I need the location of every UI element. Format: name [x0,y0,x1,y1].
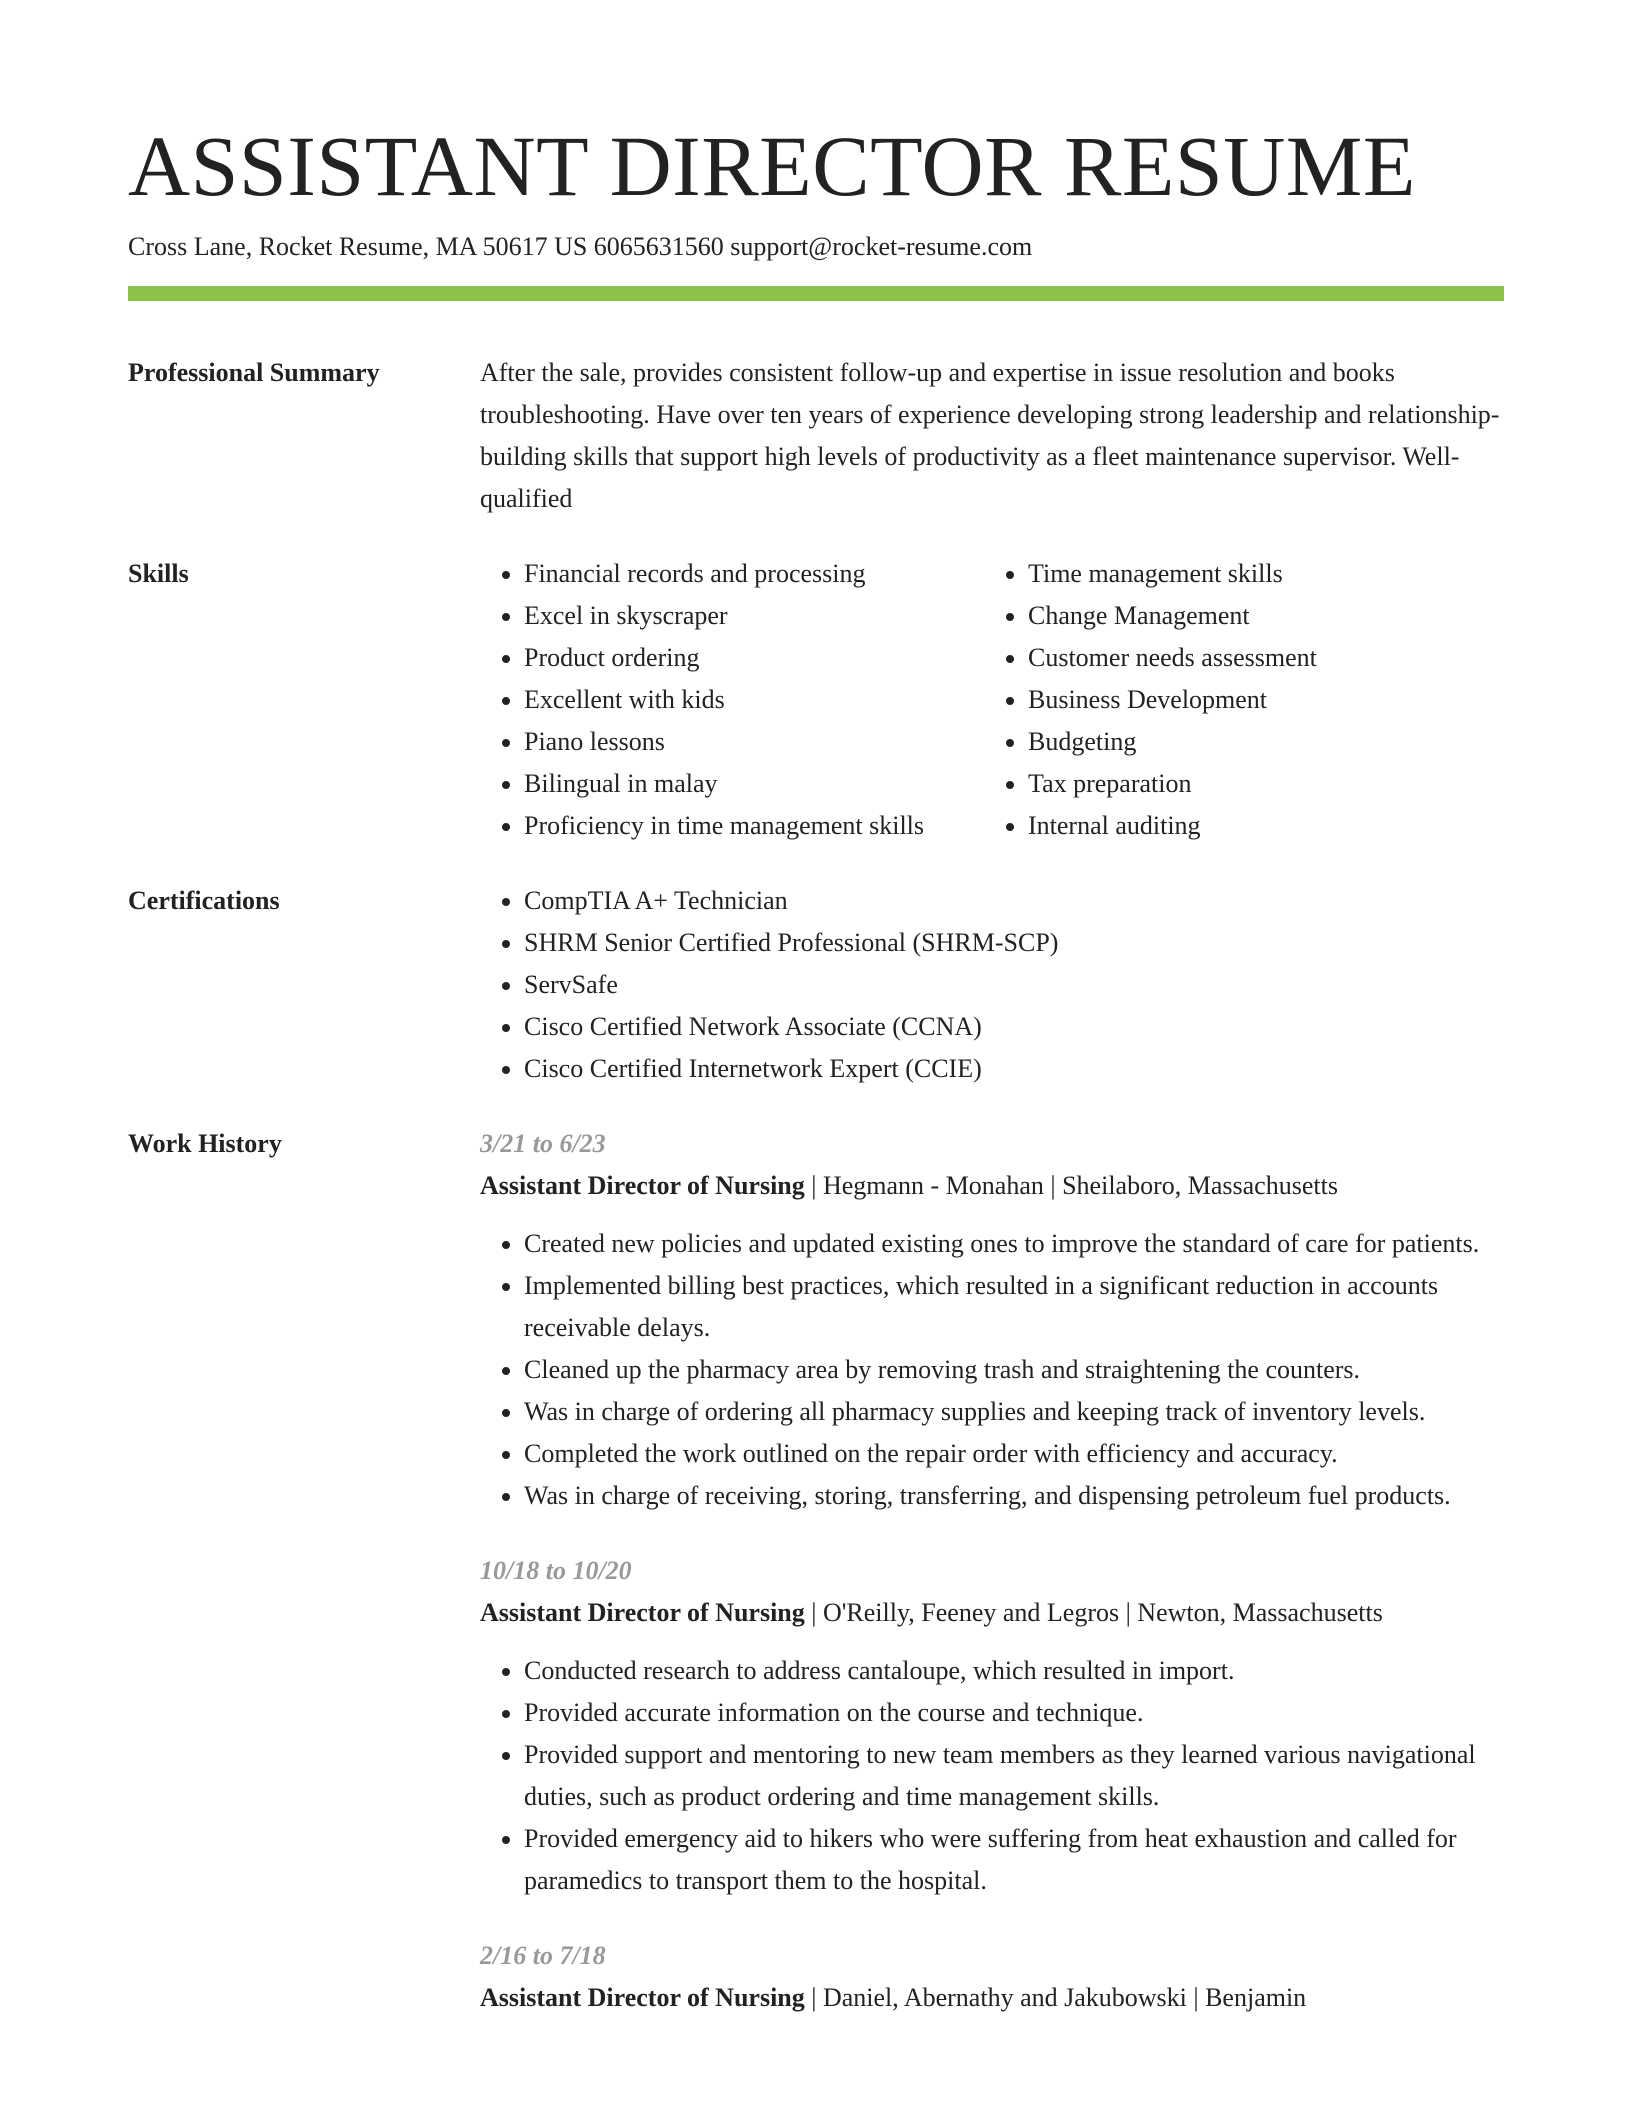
summary-text: After the sale, provides consistent follow-up and expertise in issue resolution and books troubleshooting. Have over ten years of experience developing strong leadership and relationship-building skills that support high levels of productivity as a fleet maintenance supervisor. Well-qualified [480,358,1500,513]
skill-item: • Proficiency in time management skills [524,805,984,847]
job-duties-list [480,1223,1504,1517]
skill-item: • Excel in skyscraper [524,595,984,637]
job-entry [480,1550,1504,1902]
certifications-section [128,880,1504,1090]
skill-item: • Internal auditing [1028,805,1384,847]
certification-item: • Cisco Certified Internetwork Expert (CCIE) [524,1048,1504,1090]
resume-title: ASSISTANT DIRECTOR RESUME [128,118,1416,214]
certifications-heading: Certifications [128,886,280,915]
job-details: | Hegmann - Monahan | Sheilaboro, Massachusetts [804,1171,1338,1200]
skill-item: • Change Management [1028,595,1384,637]
job-details: | Daniel, Abernathy and Jakubowski | Benjamin [804,1983,1307,2012]
summary-section [128,352,1504,520]
job-header [480,1165,1504,1207]
job-duty: • Completed the work outlined on the repair order with efficiency and accuracy. [524,1433,1504,1475]
skill-item: • Financial records and processing [524,553,984,595]
job-header [480,1592,1504,1634]
job-entry [480,1935,1504,2019]
contact-line: Cross Lane, Rocket Resume, MA 50617 US 6065631560 support@rocket-resume.com [128,232,1033,261]
certification-item: • SHRM Senior Certified Professional (SHRM-SCP) [524,922,1504,964]
job-duty: • Provided accurate information on the course and technique. [524,1692,1504,1734]
certification-item: • Cisco Certified Network Associate (CCNA) [524,1006,1504,1048]
skill-item: • Time management skills [1028,553,1384,595]
skills-section [128,553,1504,847]
job-duty: • Implemented billing best practices, which resulted in a significant reduction in accounts receivable delays. [524,1265,1504,1349]
skill-item: • Customer needs assessment [1028,637,1384,679]
job-title: Assistant Director of Nursing [480,1171,805,1200]
job-title: Assistant Director of Nursing [480,1598,805,1627]
skills-grid [480,553,1504,847]
job-title: Assistant Director of Nursing [480,1983,805,2012]
skill-item: • Business Development [1028,679,1384,721]
header-divider [128,286,1504,301]
skills-column-right [984,553,1384,847]
job-duty: • Provided support and mentoring to new team members as they learned various navigational duties, such as product ordering and time management skills. [524,1734,1504,1818]
skill-item: • Budgeting [1028,721,1384,763]
job-dates: 2/16 to 7/18 [480,1941,606,1970]
job-duty: • Was in charge of ordering all pharmacy supplies and keeping track of inventory levels. [524,1391,1504,1433]
job-duty: • Was in charge of receiving, storing, transferring, and dispensing petroleum fuel products. [524,1475,1504,1517]
job-details: | O'Reilly, Feeney and Legros | Newton, Massachusetts [804,1598,1383,1627]
job-duty: • Provided emergency aid to hikers who were suffering from heat exhaustion and called for paramedics to transport them to the hospital. [524,1818,1504,1902]
summary-heading: Professional Summary [128,358,380,387]
skill-item: • Piano lessons [524,721,984,763]
skill-item: • Bilingual in malay [524,763,984,805]
job-entry [480,1123,1504,1517]
skill-item: • Excellent with kids [524,679,984,721]
skill-item: • Product ordering [524,637,984,679]
job-duty: • Cleaned up the pharmacy area by removing trash and straightening the counters. [524,1349,1504,1391]
resume-body [128,352,1504,2085]
certification-item: • ServSafe [524,964,1504,1006]
job-duties-list [480,1650,1504,1902]
job-dates: 3/21 to 6/23 [480,1129,606,1158]
certifications-list [480,880,1504,1090]
job-duty: • Conducted research to address cantaloupe, which resulted in import. [524,1650,1504,1692]
skills-heading: Skills [128,559,189,588]
work-history-section [128,1123,1504,2052]
skills-column-left [480,553,984,847]
job-duty: • Created new policies and updated existing ones to improve the standard of care for patients. [524,1223,1504,1265]
certification-item: • CompTIA A+ Technician [524,880,1504,922]
job-dates: 10/18 to 10/20 [480,1556,632,1585]
skill-item: • Tax preparation [1028,763,1384,805]
work-history-heading: Work History [128,1129,282,1158]
job-header [480,1977,1504,2019]
